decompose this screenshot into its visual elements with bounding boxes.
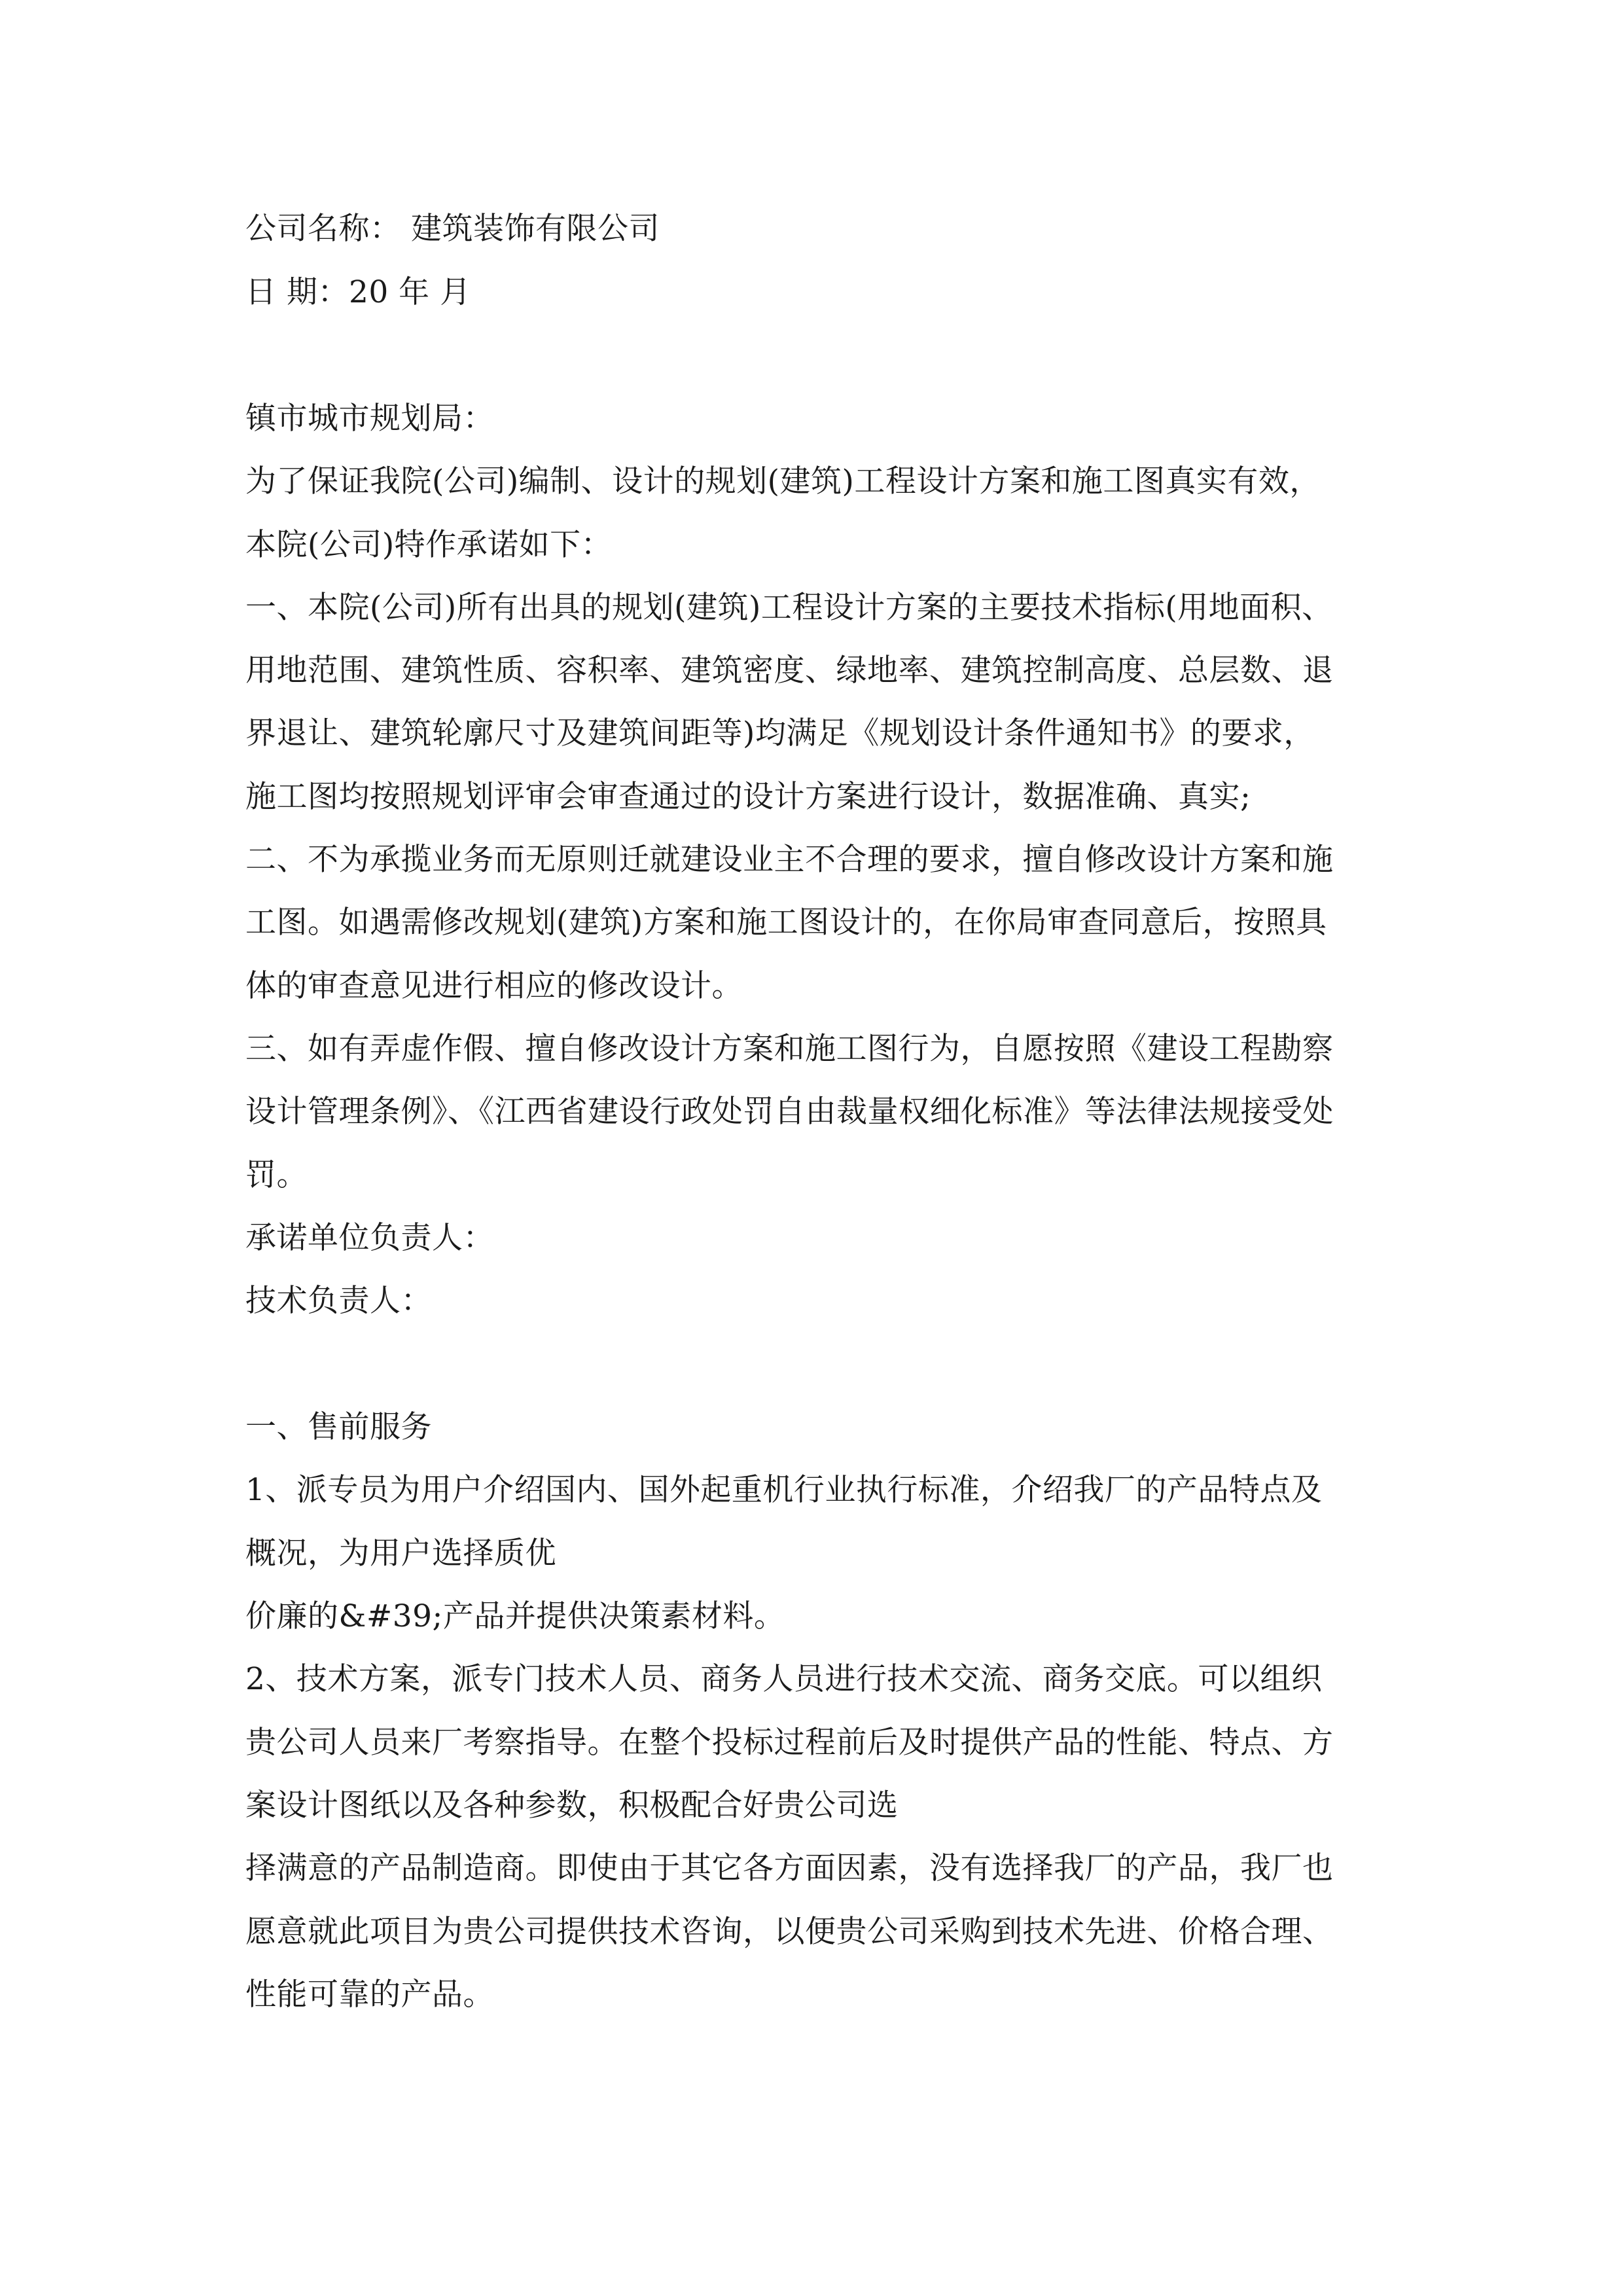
service-line: 案设计图纸以及各种参数，积极配合好贵公司选 [245, 1787, 899, 1823]
addressee-line: 镇市城市规划局： [245, 401, 494, 437]
service-line: 择满意的产品制造商。即使由于其它各方面因素，没有选择我厂的产品，我厂也 [245, 1850, 1334, 1886]
commitment-line: 三、如有弄虚作假、擅自修改设计方案和施工图行为，自愿按照《建设工程勘察 [245, 1031, 1334, 1067]
commitment-line: 罚。 [245, 1157, 308, 1193]
service-line: 1、派专员为用户介绍国内、国外起重机行业执行标准，介绍我厂的产品特点及 [245, 1472, 1323, 1508]
signatory-unit-head: 承诺单位负责人： [245, 1220, 494, 1256]
commitment-line: 本院(公司)特作承诺如下： [245, 527, 613, 563]
commitment-line: 界退让、建筑轮廓尺寸及建筑间距等)均满足《规划设计条件通知书》的要求， [245, 715, 1315, 751]
company-name-line: 公司名称： 建筑装饰有限公司 [245, 211, 660, 247]
commitment-line: 施工图均按照规划评审会审查通过的设计方案进行设计，数据准确、真实; [245, 779, 1251, 815]
commitment-line: 为了保证我院(公司)编制、设计的规划(建筑)工程设计方案和施工图真实有效， [245, 463, 1321, 499]
commitment-line: 体的审查意见进行相应的修改设计。 [245, 968, 743, 1004]
service-line: 贵公司人员来厂考察指导。在整个投标过程前后及时提供产品的性能、特点、方 [245, 1725, 1334, 1761]
commitment-line: 用地范围、建筑性质、容积率、建筑密度、绿地率、建筑控制高度、总层数、退 [245, 653, 1334, 689]
service-line: 愿意就此项目为贵公司提供技术咨询，以便贵公司采购到技术先进、价格合理、 [245, 1914, 1334, 1950]
commitment-line: 工图。如遇需修改规划(建筑)方案和施工图设计的，在你局审查同意后，按照具 [245, 905, 1327, 941]
commitment-line: 一、本院(公司)所有出具的规划(建筑)工程设计方案的主要技术指标(用地面积、 [245, 590, 1333, 626]
date-line: 日 期：20 年 月 [245, 274, 471, 310]
service-heading: 一、售前服务 [245, 1409, 432, 1445]
signatory-tech-head: 技术负责人： [245, 1283, 432, 1319]
commitment-line: 设计管理条例》、《江西省建设行政处罚自由裁量权细化标准》等法律法规接受处 [245, 1094, 1334, 1130]
service-line: 概况，为用户选择质优 [245, 1535, 556, 1571]
service-line: 2、技术方案，派专门技术人员、商务人员进行技术交流、商务交底。可以组织 [245, 1661, 1323, 1697]
commitment-line: 二、不为承揽业务而无原则迁就建设业主不合理的要求，擅自修改设计方案和施 [245, 842, 1334, 878]
service-line: 性能可靠的产品。 [245, 1977, 494, 2013]
service-line: 价廉的&#39;产品并提供决策素材料。 [245, 1598, 785, 1634]
